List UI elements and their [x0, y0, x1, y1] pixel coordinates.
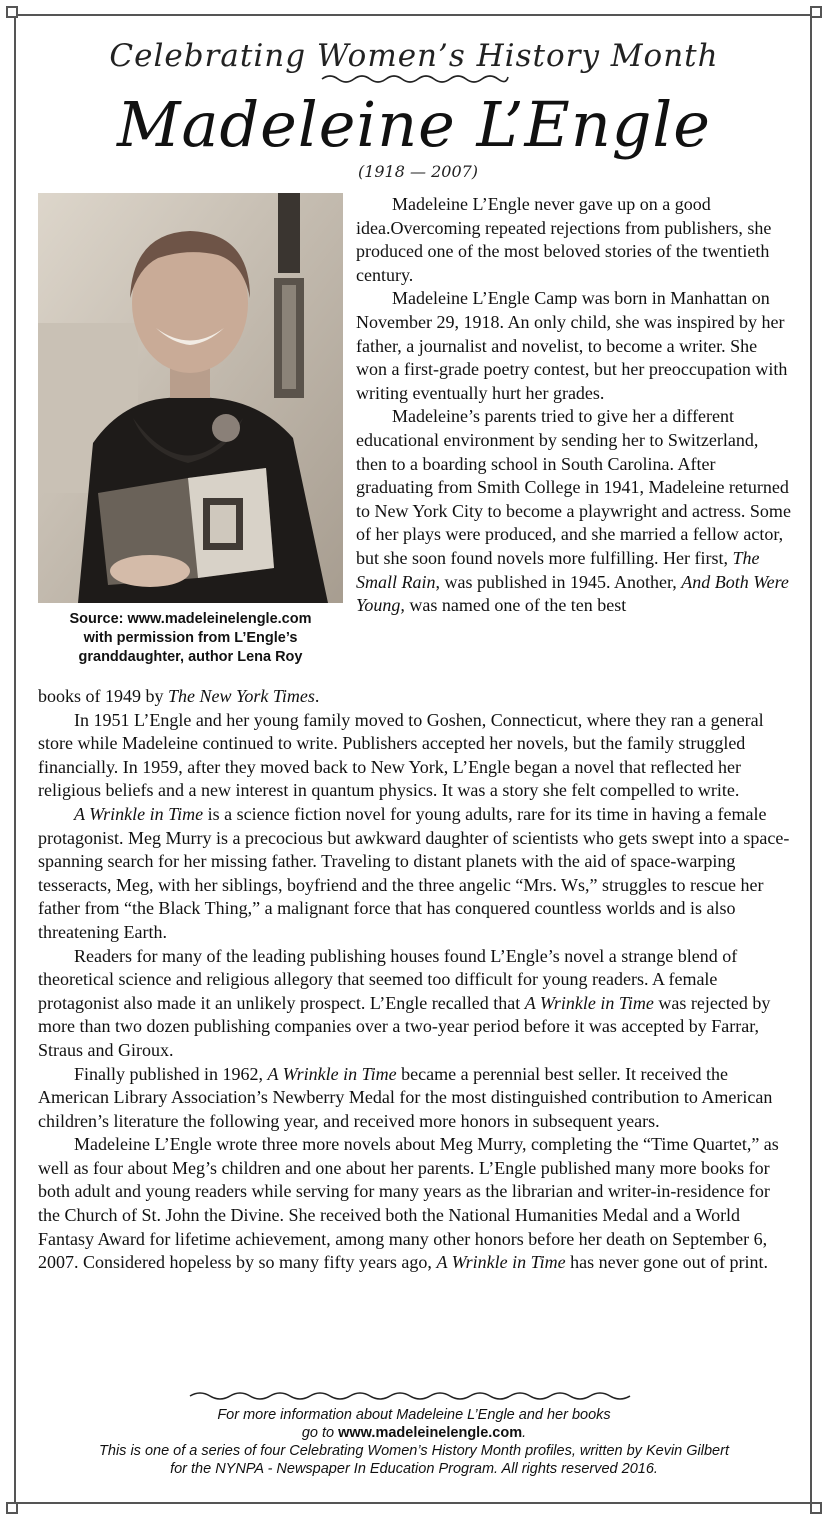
corner-ornament — [6, 6, 18, 18]
paragraph — [38, 1063, 794, 1134]
paragraph-text: Madeleine L’Engle wrote three more novels about Meg Murry, completing the “Time Quartet,” as well as four about Meg’s children and one about her parents. L’Engle published many more books for both adult and young readers while serving for many years as the librarian and writer-in-residence for the Church of St. John the Divine. She received both the National Humanities Medal and a World Fantasy Award for lifetime achievement, among many other honors before her death on September 6, 2007. Considered hopeless by so many fifty years ago, — [38, 1134, 779, 1273]
portrait-photo — [38, 193, 343, 603]
paragraph-text: books of 1949 by — [38, 686, 164, 706]
footer-line: for the NYNPA - Newspaper In Education Program. All rights reserved 2016. — [170, 1461, 658, 1477]
corner-ornament — [6, 1502, 18, 1514]
corner-ornament — [810, 6, 822, 18]
footer-line — [30, 1424, 798, 1442]
article-column — [356, 193, 792, 618]
paragraph-text: Madeleine L’Engle Camp was born in Manhattan on November 29, 1918. An only child, she was inspired by her father, a journalist and novelist, to become a writer. She won a first-grade poetry contest, but her preoccupation with writing eventually hurt her grades. — [356, 288, 788, 403]
paragraph-text: was rejected by more than two dozen publishing companies over a two-year period before it was accepted by Farrar, Straus and Giroux. — [38, 992, 771, 1060]
book-title: The Small Rain — [356, 547, 760, 592]
paragraph — [38, 945, 794, 1063]
caption-line: granddaughter, author Lena Roy — [78, 649, 303, 665]
paragraph-text: Madeleine’s parents tried to give her a different educational environment by sending her to Switzerland, then to a boarding school in South Carolina. After graduating from Smith College in 1941, Madeleine returned to New York City to become a playwright and actress. Some of her plays were produced, and she married a fellow actor, but she soon found novels more fulfilling. Her first, — [356, 406, 791, 568]
footer-text: . — [522, 1425, 527, 1441]
life-dates: (1918 — 2007) — [357, 162, 479, 181]
paragraph — [38, 803, 794, 945]
caption-line: Source: www.madeleinelengle.com — [69, 611, 312, 627]
paragraph-text: Finally published in 1962, — [74, 1063, 263, 1084]
paragraph — [356, 405, 792, 617]
swash-ornament — [320, 71, 510, 83]
book-title: A Wrinkle in Time — [74, 803, 204, 824]
paragraph — [38, 685, 794, 709]
paragraph-text: . — [314, 686, 320, 706]
book-title: A Wrinkle in Time — [436, 1252, 566, 1273]
book-title: And Both Were Young, — [356, 571, 789, 616]
paragraph — [356, 287, 792, 405]
paragraph — [38, 709, 794, 803]
paragraph-text: has never gone out of print. — [570, 1252, 769, 1273]
website-link[interactable]: www.madeleinelengle.com — [338, 1425, 523, 1441]
caption-line: with permission from L’Engle’s — [83, 630, 298, 646]
paragraph — [38, 1133, 794, 1275]
photo-caption — [38, 610, 343, 667]
kicker-heading: Celebrating Women’s History Month — [109, 38, 719, 74]
paragraph-text: Readers for many of the leading publishing houses found L’Engle’s novel a strange blend of theoretical science and religious allegory that seemed too difficult for young readers. A female protagonist also made it an unlikely prospect. L’Engle recalled that — [38, 945, 738, 1013]
footer-text: go to — [301, 1425, 335, 1441]
publication-title: The New York Times — [168, 686, 315, 706]
footer-line: For more information about Madeleine L’Engle and her books — [217, 1407, 611, 1423]
footer-credits — [30, 1406, 798, 1478]
wave-divider — [188, 1388, 633, 1402]
book-title: A Wrinkle in Time — [524, 992, 654, 1013]
paragraph-text: Madeleine L’Engle never gave up on a good idea.Overcoming repeated rejections from publishers, she produced one of the most beloved stories of the twentieth century. — [356, 194, 772, 285]
paragraph-text: is a science fiction novel for young adults, rare for its time in having a female protagonist. Meg Murry is a precocious but awkward daughter of scientists who gets swept into a space-spanning search for her missing father. Traveling to distant planets with the aid of space-warping tesseracts, Meg, with her siblings, boyfriend and the three angelic “Mrs. Ws,” struggles to rescue her father from “the Black Thing,” a malignant force that has conquered countless worlds and is also threatening Earth. — [38, 803, 790, 942]
article-body — [38, 685, 794, 1275]
book-title: A Wrinkle in Time — [267, 1063, 397, 1084]
page-title: Madeleine L’Engle — [117, 88, 711, 161]
paragraph — [356, 193, 792, 287]
paragraph-text: In 1951 L’Engle and her young family moved to Goshen, Connecticut, where they ran a general store while Madeleine continued to write. Publishers accepted her novels, but the family struggled financially. In 1959, after they moved back to New York, L’Engle began a novel that reflected her religious beliefs and a new interest in quantum physics. It was a story she felt compelled to write. — [38, 709, 764, 801]
paragraph-text: was named one of the ten best — [409, 595, 627, 616]
paragraph-text: became a perennial best seller. It received the American Library Association’s Newberry Medal for the most distinguished contribution to American children’s literature the following year, and received more honors in subsequent years. — [38, 1063, 773, 1131]
footer-line: This is one of a series of four Celebrating Women’s History Month profiles, written by Kevin Gilbert — [99, 1443, 729, 1459]
paragraph-text: , was published in 1945. Another, — [435, 571, 677, 592]
corner-ornament — [810, 1502, 822, 1514]
